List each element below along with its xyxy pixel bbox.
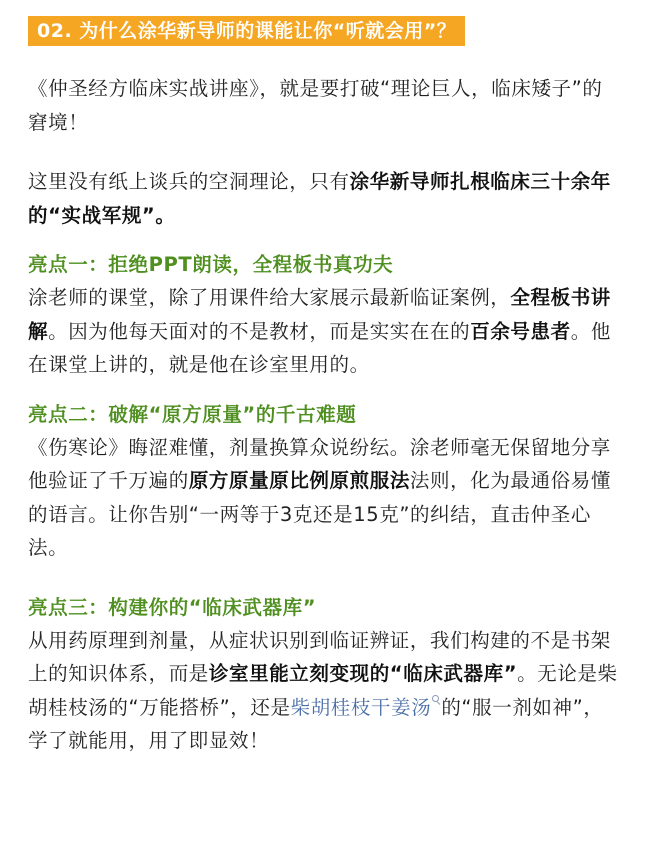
highlight-2-text-2: 法则，化为最通俗易懂的语言。让你告别“一两等于3克还是15克”的纠结，直击仲圣心法。	[28, 469, 611, 559]
highlight-3-text-3: 的“服一剂如神”，学了就能用，用了即显效！	[28, 695, 604, 752]
highlight-1-bold-2: 百余号患者	[470, 319, 571, 343]
highlight-3-text-1: 从用药原理到剂量，从症状识别到临证辨证，我们构建的不是书架上的知识体系，而是	[28, 628, 611, 685]
intro-p2-text: 这里没有纸上谈兵的空洞理论，只有	[28, 170, 350, 193]
highlight-3-body	[28, 624, 618, 758]
highlight-3-heading: 亮点三：构建你的“临床武器库”	[28, 595, 317, 619]
intro-p2-bold: 涂华新导师扎根临床三十余年的“实战军规”。	[28, 170, 611, 227]
formula-link[interactable]: 柴胡桂枝干姜汤	[290, 695, 432, 719]
section-title: 02. 为什么涂华新导师的课能让你“听就会用”？	[28, 16, 465, 46]
highlight-1-text-1: 涂老师的课堂，除了用课件给大家展示最新临证案例，	[28, 286, 511, 309]
highlight-1-text-2: 。因为他每天面对的不是教材，而是实实在在的	[48, 319, 471, 343]
intro-paragraph-1: 《仲圣经方临床实战讲座》，就是要打破“理论巨人，临床矮子”的窘境！	[28, 77, 603, 134]
highlight-3-bold-1: 诊室里能立刻变现的“临床武器库”	[208, 662, 518, 685]
highlight-2-body	[28, 431, 618, 565]
highlight-1-heading: 亮点一：拒绝PPT朗读，全程板书真功夫	[28, 253, 394, 276]
highlight-1-text-3: 。他在课堂上讲的，就是他在诊室里用的。	[28, 319, 611, 376]
highlight-2-heading: 亮点二：破解“原方原量”的千古难题	[28, 402, 357, 426]
intro-paragraph-2	[28, 165, 618, 232]
highlight-2-bold-1: 原方原量原比例原煎服法	[188, 469, 410, 492]
search-icon[interactable]	[432, 695, 440, 708]
highlight-3-text-2: 。无论是柴胡桂枝汤的“万能搭桥”，还是	[28, 662, 618, 719]
highlight-1-bold-1: 全程板书讲解	[28, 286, 611, 343]
highlight-1-body	[28, 281, 618, 382]
highlight-2-text-1: 《伤寒论》晦涩难懂，剂量换算众说纷纭。涂老师毫无保留地分享他验证了千万遍的	[28, 435, 611, 492]
